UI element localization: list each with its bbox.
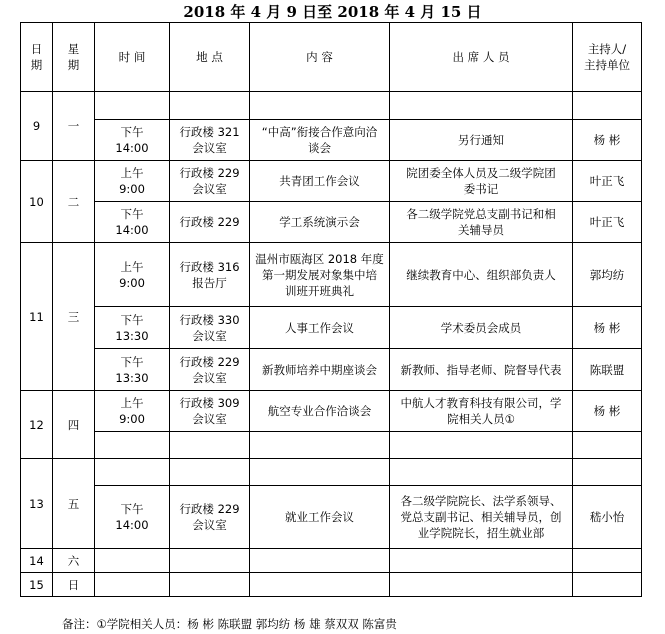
- footnote: 备注：①学院相关人员：杨 彬 陈联盟 郭均纺 杨 雄 蔡双双 陈富贵: [62, 617, 397, 631]
- table-row: [21, 486, 642, 549]
- date-cell: 14: [21, 549, 53, 573]
- table-row: [21, 349, 642, 391]
- table-row: [21, 391, 642, 432]
- place-cell: 行政楼 316 报告厅: [170, 243, 250, 307]
- host-cell: 嵇小怡: [573, 486, 642, 549]
- empty-cell: [95, 432, 170, 459]
- header-weekday: 星 期: [53, 23, 95, 92]
- attendees-cell: 各二级学院院长、法学系领导、 党总支副书记、相关辅导员，创 业学院院长，招生就业部: [390, 486, 573, 549]
- empty-cell: [573, 549, 642, 573]
- attendees-cell: 各二级学院党总支副书记和相 关辅导员: [390, 202, 573, 243]
- host-cell: 杨 彬: [573, 307, 642, 349]
- table-row: [21, 120, 642, 161]
- time-cell: 下午 14:00: [95, 202, 170, 243]
- date-cell: 12: [21, 391, 53, 459]
- schedule-table: [20, 22, 642, 597]
- empty-cell: [390, 573, 573, 597]
- content-cell: 就业工作会议: [250, 486, 390, 549]
- table-row: [21, 92, 642, 120]
- weekday-cell: 日: [53, 573, 95, 597]
- empty-cell: [95, 92, 170, 120]
- empty-cell: [170, 549, 250, 573]
- time-cell: 下午 14:00: [95, 486, 170, 549]
- header-content: 内 容: [250, 23, 390, 92]
- time-cell: 下午 13:30: [95, 349, 170, 391]
- empty-cell: [250, 432, 390, 459]
- host-cell: 陈联盟: [573, 349, 642, 391]
- empty-cell: [390, 549, 573, 573]
- table-row: [21, 432, 642, 459]
- place-cell: 行政楼 229 会议室: [170, 161, 250, 202]
- content-cell: 新教师培养中期座谈会: [250, 349, 390, 391]
- date-cell: 15: [21, 573, 53, 597]
- table-row: [21, 243, 642, 307]
- empty-cell: [250, 549, 390, 573]
- weekday-cell: 四: [53, 391, 95, 459]
- empty-cell: [390, 432, 573, 459]
- empty-cell: [170, 432, 250, 459]
- empty-cell: [95, 573, 170, 597]
- weekday-cell: 六: [53, 549, 95, 573]
- weekday-cell: 二: [53, 161, 95, 243]
- attendees-cell: 学术委员会成员: [390, 307, 573, 349]
- date-cell: 10: [21, 161, 53, 243]
- table-row: [21, 307, 642, 349]
- table-row: [21, 573, 642, 597]
- empty-cell: [573, 459, 642, 486]
- place-cell: 行政楼 321 会议室: [170, 120, 250, 161]
- header-place: 地 点: [170, 23, 250, 92]
- table-row: [21, 202, 642, 243]
- attendees-cell: 继续教育中心、组织部负责人: [390, 243, 573, 307]
- empty-cell: [95, 549, 170, 573]
- header-time: 时 间: [95, 23, 170, 92]
- empty-cell: [573, 432, 642, 459]
- empty-cell: [170, 92, 250, 120]
- host-cell: 杨 彬: [573, 391, 642, 432]
- table-row: [21, 459, 642, 486]
- time-cell: 下午 14:00: [95, 120, 170, 161]
- empty-cell: [390, 92, 573, 120]
- weekday-cell: 三: [53, 243, 95, 391]
- empty-cell: [95, 459, 170, 486]
- header-date: 日 期: [21, 23, 53, 92]
- place-cell: 行政楼 309 会议室: [170, 391, 250, 432]
- page-title: 2018 年 4 月 9 日至 2018 年 4 月 15 日: [183, 3, 482, 21]
- empty-cell: [250, 573, 390, 597]
- content-cell: “中高”衔接合作意向洽 谈会: [250, 120, 390, 161]
- attendees-cell: 院团委全体人员及二级学院团 委书记: [390, 161, 573, 202]
- header-host: 主持人/ 主持单位: [573, 23, 642, 92]
- time-cell: 下午 13:30: [95, 307, 170, 349]
- empty-cell: [390, 459, 573, 486]
- content-cell: 人事工作会议: [250, 307, 390, 349]
- attendees-cell: 另行通知: [390, 120, 573, 161]
- content-cell: 温州市瓯海区 2018 年度 第一期发展对象集中培 训班开班典礼: [250, 243, 390, 307]
- header-attendees: 出 席 人 员: [390, 23, 573, 92]
- time-cell: 上午 9:00: [95, 243, 170, 307]
- table-row: [21, 161, 642, 202]
- header-row: [21, 23, 642, 92]
- host-cell: 叶正飞: [573, 161, 642, 202]
- host-cell: 郭均纺: [573, 243, 642, 307]
- empty-cell: [573, 92, 642, 120]
- date-cell: 11: [21, 243, 53, 391]
- content-cell: 航空专业合作洽谈会: [250, 391, 390, 432]
- time-cell: 上午 9:00: [95, 161, 170, 202]
- host-cell: 杨 彬: [573, 120, 642, 161]
- date-cell: 13: [21, 459, 53, 549]
- empty-cell: [170, 573, 250, 597]
- weekday-cell: 一: [53, 92, 95, 161]
- content-cell: 学工系统演示会: [250, 202, 390, 243]
- place-cell: 行政楼 229 会议室: [170, 486, 250, 549]
- attendees-cell: 中航人才教育科技有限公司，学 院相关人员①: [390, 391, 573, 432]
- attendees-cell: 新教师、指导老师、院督导代表: [390, 349, 573, 391]
- empty-cell: [250, 459, 390, 486]
- place-cell: 行政楼 229 会议室: [170, 349, 250, 391]
- place-cell: 行政楼 229: [170, 202, 250, 243]
- time-cell: 上午 9:00: [95, 391, 170, 432]
- empty-cell: [250, 92, 390, 120]
- empty-cell: [573, 573, 642, 597]
- table-row: [21, 549, 642, 573]
- content-cell: 共青团工作会议: [250, 161, 390, 202]
- empty-cell: [170, 459, 250, 486]
- date-cell: 9: [21, 92, 53, 161]
- host-cell: 叶正飞: [573, 202, 642, 243]
- place-cell: 行政楼 330 会议室: [170, 307, 250, 349]
- weekday-cell: 五: [53, 459, 95, 549]
